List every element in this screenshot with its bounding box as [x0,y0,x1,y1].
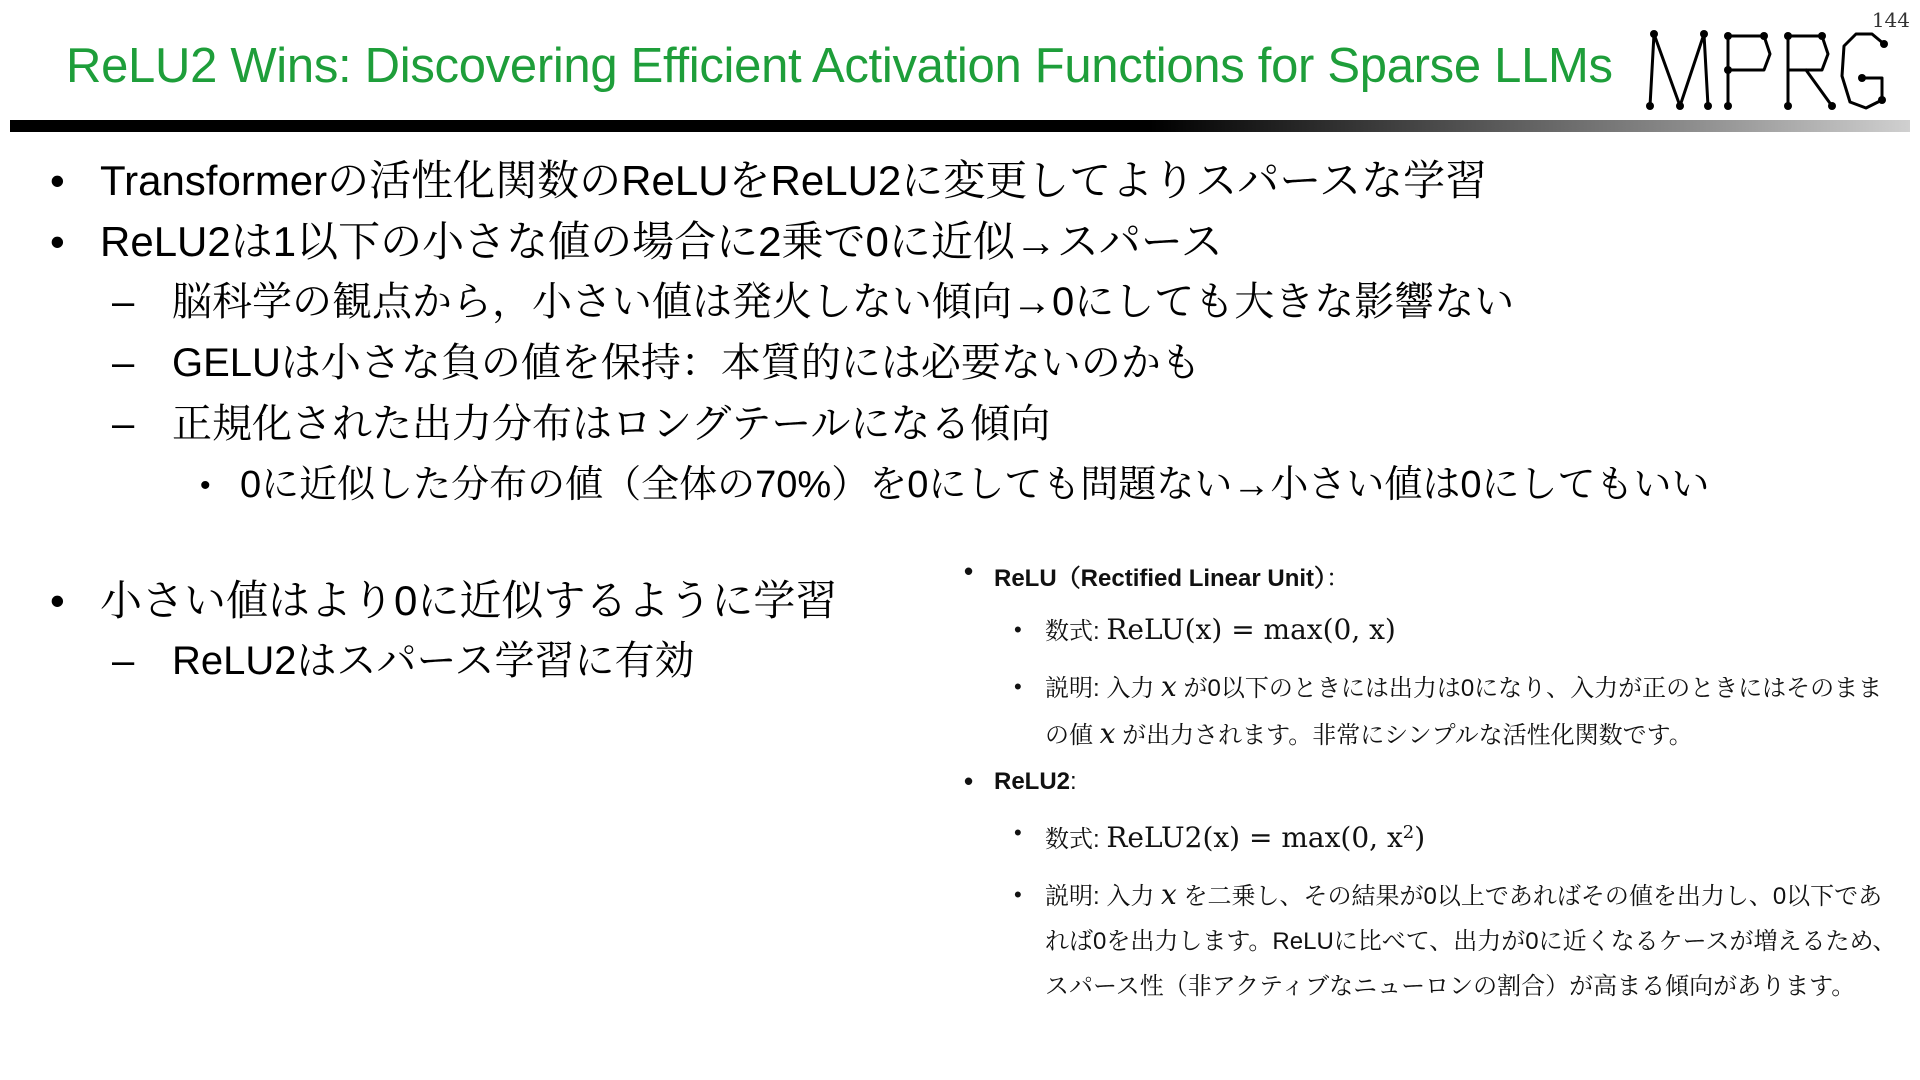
bullet-text: 脳科学の観点から，小さい値は発火しない傾向→0にしても大きな影響ない [172,280,1515,324]
desc-var: x [1161,670,1177,703]
mprg-logo [1646,26,1892,116]
slide-title: ReLU2 Wins: Discovering Efficient Activation Functions for Sparse LLMs [66,39,1613,93]
desc-var: x [1099,717,1116,750]
sub-bullet-longtail [50,394,1850,455]
bullet-dot-icon: • [964,556,974,586]
desc-text: が出力されます。非常にシンプルな活性化関数です。 [1122,722,1693,749]
bullet-dot-icon: • [200,469,211,502]
relu2-formula-math: ReLU2(x) = max(0, x [1106,821,1403,854]
main-bullet-list [50,150,1850,516]
sub-bullet-neuroscience [50,272,1850,333]
bullet-dot-icon: • [50,157,65,204]
desc-var: x [1161,878,1177,911]
dash-icon: – [112,341,135,385]
relu-heading [960,558,1900,593]
bullet-dot-icon: • [50,577,65,624]
desc-label: 説明: [1045,675,1100,702]
relu2-heading [960,768,1900,796]
relu2-heading-text: ReLU2 [994,768,1071,795]
bullet-dot-icon: • [1014,820,1022,845]
bullet-text: Transformerの活性化関数のReLUをReLU2に変更してよりスパースな学習 [100,157,1488,204]
bullet-text: ReLU2は1以下の小さな値の場合に2乗で0に近似→スパース [100,218,1223,265]
formula-label: 数式: [1045,826,1100,853]
relu2-formula [960,810,1900,862]
dash-icon: – [112,639,135,683]
relu-description [960,664,1900,758]
bullet-dot-icon: • [964,766,974,796]
sub-sub-bullet-distribution [50,455,1850,516]
relu-heading-text: ReLU（Rectified Linear Unit） [994,565,1327,592]
title-divider [10,120,1910,132]
bullet-text: GELUは小さな負の値を保持：本質的には必要ないのかも [172,341,1201,385]
lower-bullet-list [50,570,930,692]
desc-label: 説明: [1045,883,1100,910]
relu2-heading-colon: : [1070,768,1077,795]
bullet-text: 正規化された出力分布はロングテールになる傾向 [172,402,1051,446]
bullet-relu2-change [50,150,1850,211]
desc-text: が0以下のときには出力は0になり、入力が正のときにはそのままの値 [1045,675,1883,749]
bullet-text: ReLU2はスパース学習に有効 [172,639,695,683]
desc-text: を二乗し、その結果が0以上であればその値を出力し、0以下であれば0を出力します。ReLUに比べて、出力が0に近くなるケースが増えるため、スパース性（非アクティブなニューロンの割合）が高まる傾向があります。 [1045,883,1897,1000]
sub-bullet-gelu [50,333,1850,394]
formula-label: 数式: [1045,618,1100,645]
relu2-description [960,872,1900,1009]
dash-icon: – [112,280,135,324]
bullet-dot-icon: • [1014,882,1022,907]
page-number: 144 [1871,8,1910,32]
relu2-formula-exponent: 2 [1402,822,1415,843]
bullet-learning [50,570,930,631]
sub-bullet-effective [50,631,930,692]
bullet-text: 小さい値はより0に近似するように学習 [100,577,838,624]
bullet-dot-icon: • [50,218,65,265]
desc-text: 入力 [1106,675,1155,702]
relu-formula [960,607,1900,654]
definition-panel [960,558,1900,1019]
relu2-formula-close: ) [1414,821,1426,854]
bullet-dot-icon: • [1014,674,1022,699]
dash-icon: – [112,402,135,446]
relu-formula-math: ReLU(x) = max(0, x) [1106,613,1396,646]
desc-text: 入力 [1106,883,1155,910]
relu-heading-colon: ： [1326,565,1351,592]
bullet-text: 0に近似した分布の値（全体の70%）を0にしても問題ない→小さい値は0にしてもいい [240,464,1710,506]
bullet-dot-icon: • [1014,617,1022,642]
bullet-relu2-sparse [50,211,1850,272]
